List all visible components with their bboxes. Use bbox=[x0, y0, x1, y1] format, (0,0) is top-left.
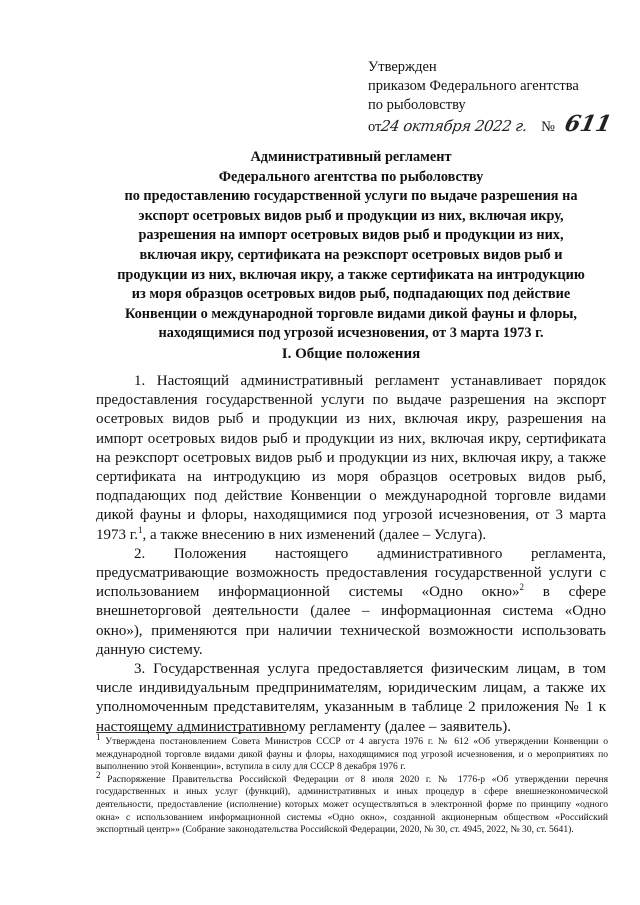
paragraph-2 bbox=[96, 545, 606, 660]
approval-date-line bbox=[368, 111, 618, 137]
title-line: находящимися под угрозой исчезновения, от 3 марта 1973 г. bbox=[158, 325, 544, 342]
document-body bbox=[96, 372, 606, 737]
title-line: Конвенции о международной торговле видами дикой фауны и флоры, bbox=[124, 305, 578, 322]
footnote-2 bbox=[96, 769, 608, 837]
paragraph-1-tail: , а также внесению в них изменений (далее – Услуга). bbox=[142, 526, 487, 543]
number-label: № bbox=[541, 119, 555, 135]
approval-stamp bbox=[368, 58, 618, 137]
document-title bbox=[86, 148, 616, 344]
footnote-ref-1: 1 bbox=[137, 524, 143, 535]
footnote-2-mark: 2 bbox=[96, 769, 101, 780]
title-line: Федерального агентства по рыболовству bbox=[218, 168, 484, 185]
title-line: разрешения на импорт осетровых видов рыб и продукции из них, bbox=[138, 227, 564, 244]
title-line: по предоставлению государственной услуги по выдаче разрешения на bbox=[124, 188, 578, 205]
footnote-ref-2: 2 bbox=[519, 582, 524, 593]
footnote-2-text: Распоряжение Правительства Российской Федерации от 8 июля 2020 г. № 1776-р «Об утверждении перечня государственных и иных услуг (функций), административных и иных процедур в сфере внешнеэкономической деятельности, предоставление (исполнение) которых может осуществляться в электронной форме по принципу «одного окна» с использованием информационной системы «Одно окно», созданной акционерным обществом «Российский экспортный центр»» (Собрание законодательства Российской Федерации, 2020, № 30, ст. 4945, 2022, № 30, ст. 5641). bbox=[96, 773, 608, 836]
title-line: Административный регламент bbox=[250, 149, 452, 165]
footnote-1 bbox=[96, 731, 608, 774]
footnote-1-mark: 1 bbox=[96, 731, 101, 742]
footnote-1-text: Утверждена постановлением Совета Министров СССР от 4 августа 1976 г. № 612 «Об утверждении Конвенции о международной торговле видами дикой фауны и флоры, находящимися под угрозой исчезновения, и о мероприятиях по выполнению этой Конвенции», вступила в силу для СССР 8 декабря 1976 г. bbox=[96, 736, 608, 773]
paragraph-3: 3. Государственная услуга предоставляется физическим лицам, в том числе индивидуальным предпринимателям, юридическим лицам, а также их уполномоченным представителям, указанным в таблице 2 приложения № 1 к настоящему административному регламенту (далее – заявитель). bbox=[96, 661, 606, 735]
title-line: продукции из них, включая икру, а также сертификата на интродукцию bbox=[117, 266, 585, 283]
handwritten-number: 611 bbox=[562, 111, 614, 137]
footnote-divider bbox=[96, 732, 286, 733]
paragraph-2-text: 2. Положения настоящего административного регламента, предусматривающие возможность предоставления государственной услуги с использованием информационной системы «Одно окно» bbox=[96, 545, 606, 601]
handwritten-date: 24 октября 2022 г. bbox=[380, 117, 529, 135]
approval-line-2: приказом Федерального агентства bbox=[368, 78, 579, 94]
paragraph-2-tail: в сфере внешнеторговой деятельности (далее – информационная система «Одно окно»), применяются при наличии технической возможности использовать данную систему. bbox=[96, 584, 606, 658]
footnotes bbox=[96, 731, 608, 837]
approval-line-1: Утвержден bbox=[368, 59, 437, 75]
title-line: из моря образцов осетровых видов рыб, подпадающих под действие bbox=[131, 286, 571, 303]
from-label: от bbox=[368, 119, 382, 135]
paragraph-1-text: 1. Настоящий административный регламент устанавливает порядок предоставления государственной услуги по выдаче разрешения на экспорт осетровых видов рыб и продукции из них, включая икру, разрешения на импорт осетровых видов рыб и продукции из них, включая икру, сертификата на реэкспорт осетровых видов рыб и продукции из них, включая икру, а также сертификата на интродукцию из моря образцов осетровых видов рыб, подпадающих под действие Конвенции о международной торговле видами дикой фауны и флоры, находящимися под угрозой исчезновения, от 3 марта 1973 г. bbox=[96, 373, 606, 543]
paragraph-1 bbox=[96, 372, 606, 545]
approval-line-3: по рыболовству bbox=[368, 97, 466, 113]
section-heading: I. Общие положения bbox=[281, 346, 421, 362]
title-line: включая икру, сертификата на реэкспорт осетровых видов рыб и bbox=[139, 246, 563, 263]
title-line: экспорт осетровых видов рыб и продукции из них, включая икру, bbox=[138, 207, 564, 224]
